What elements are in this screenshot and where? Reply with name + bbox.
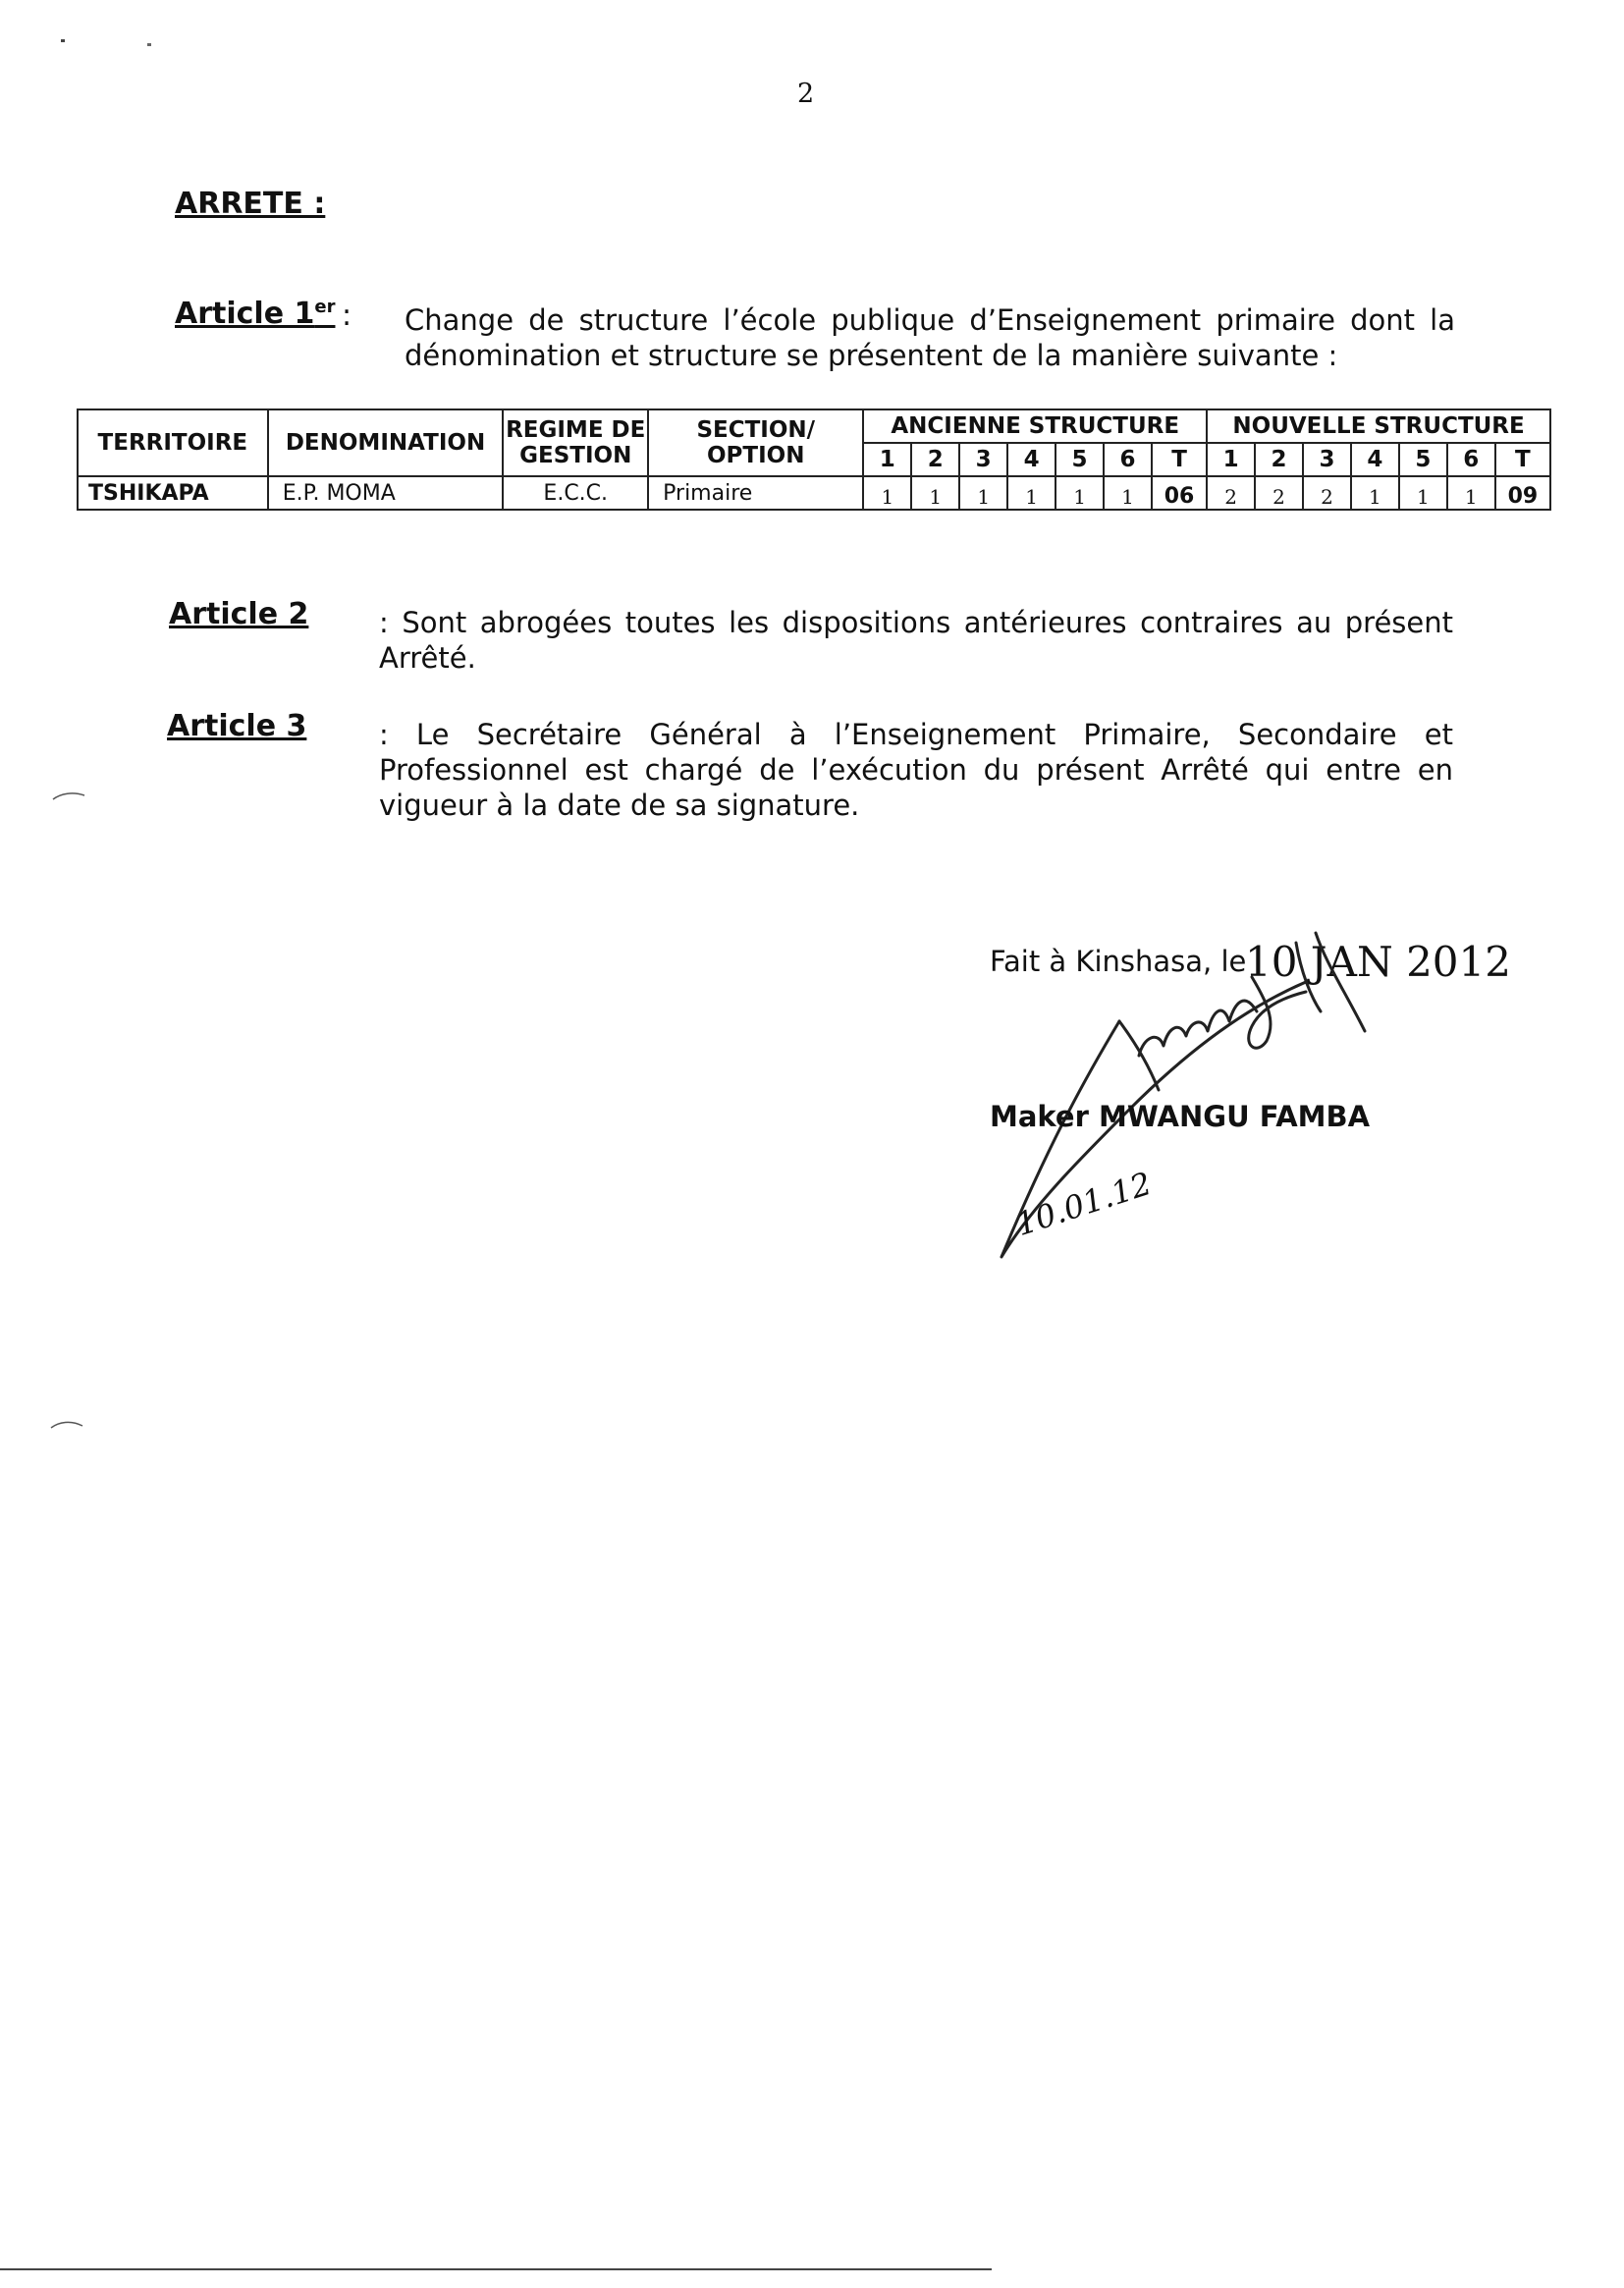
cell-ancienne-6: 1 <box>1104 476 1152 510</box>
cell-regime: E.C.C. <box>503 476 648 510</box>
cell-section: Primaire <box>648 476 863 510</box>
header-ancienne-structure: ANCIENNE STRUCTURE <box>863 409 1207 443</box>
cell-nouvelle-3: 2 <box>1303 476 1351 510</box>
header-denomination: DENOMINATION <box>268 409 504 476</box>
sub-nouvelle-2: 2 <box>1255 443 1303 476</box>
cell-denomination: E.P. MOMA <box>268 476 504 510</box>
sub-nouvelle-4: 4 <box>1351 443 1399 476</box>
scan-dot <box>61 39 65 42</box>
page-number: 2 <box>797 79 815 109</box>
handwritten-date-note: 10.01.12 <box>1011 1164 1157 1244</box>
sub-nouvelle-t: T <box>1495 443 1550 476</box>
article-3-text: : Le Secrétaire Général à l’Enseignement Primaire, Secondaire et Professionnel est chargé de l’exécution du présent Arrêté qui entre en vigueur à la date de sa signature. <box>379 718 1453 822</box>
sub-ancienne-6: 6 <box>1104 443 1152 476</box>
article-2-text: : Sont abrogées toutes les dispositions antérieures contraires au présent Arrêté. <box>379 606 1453 675</box>
header-territoire: TERRITOIRE <box>78 409 268 476</box>
sub-ancienne-1: 1 <box>863 443 911 476</box>
cell-nouvelle-4: 1 <box>1351 476 1399 510</box>
cell-ancienne-1: 1 <box>863 476 911 510</box>
sub-ancienne-2: 2 <box>911 443 959 476</box>
article-1-text: Change de structure l’école publique d’Enseignement primaire dont la dénomination et structure se présentent de la manière suivante : <box>405 303 1455 372</box>
cell-territoire: TSHIKAPA <box>78 476 268 510</box>
cell-nouvelle-2: 2 <box>1255 476 1303 510</box>
sub-ancienne-3: 3 <box>959 443 1007 476</box>
article-1-label-text: Article 1 <box>175 297 315 331</box>
sub-ancienne-4: 4 <box>1007 443 1056 476</box>
cell-ancienne-5: 1 <box>1056 476 1104 510</box>
article-1-colon: : <box>342 299 352 333</box>
cell-ancienne-2: 1 <box>911 476 959 510</box>
cell-ancienne-3: 1 <box>959 476 1007 510</box>
signature-date: 10 JAN 2012 <box>1245 938 1511 986</box>
scan-mark <box>47 1414 86 1434</box>
cell-nouvelle-total: 09 <box>1495 476 1550 510</box>
cell-nouvelle-5: 1 <box>1399 476 1447 510</box>
header-nouvelle-structure: NOUVELLE STRUCTURE <box>1207 409 1550 443</box>
sub-ancienne-5: 5 <box>1056 443 1104 476</box>
table-row <box>78 476 1550 510</box>
cell-nouvelle-1: 2 <box>1207 476 1255 510</box>
scan-dot <box>147 43 151 46</box>
bottom-rule <box>0 2268 992 2270</box>
scan-mark <box>49 786 88 805</box>
signature-place: Fait à Kinshasa, le <box>990 945 1247 978</box>
document-heading: ARRETE : <box>175 187 326 221</box>
sub-nouvelle-5: 5 <box>1399 443 1447 476</box>
sub-ancienne-t: T <box>1152 443 1207 476</box>
article-1-label-sup: er <box>314 297 336 317</box>
structure-table <box>77 409 1551 511</box>
sub-nouvelle-3: 3 <box>1303 443 1351 476</box>
signer-name: Maker MWANGU FAMBA <box>990 1100 1371 1133</box>
header-regime: REGIME DE GESTION <box>503 409 648 476</box>
article-3-label: Article 3 <box>167 709 307 743</box>
header-section: SECTION/ OPTION <box>648 409 863 476</box>
cell-ancienne-total: 06 <box>1152 476 1207 510</box>
sub-nouvelle-6: 6 <box>1447 443 1495 476</box>
cell-ancienne-4: 1 <box>1007 476 1056 510</box>
sub-nouvelle-1: 1 <box>1207 443 1255 476</box>
article-2-label: Article 2 <box>169 597 309 631</box>
article-1-label <box>175 297 335 331</box>
cell-nouvelle-6: 1 <box>1447 476 1495 510</box>
